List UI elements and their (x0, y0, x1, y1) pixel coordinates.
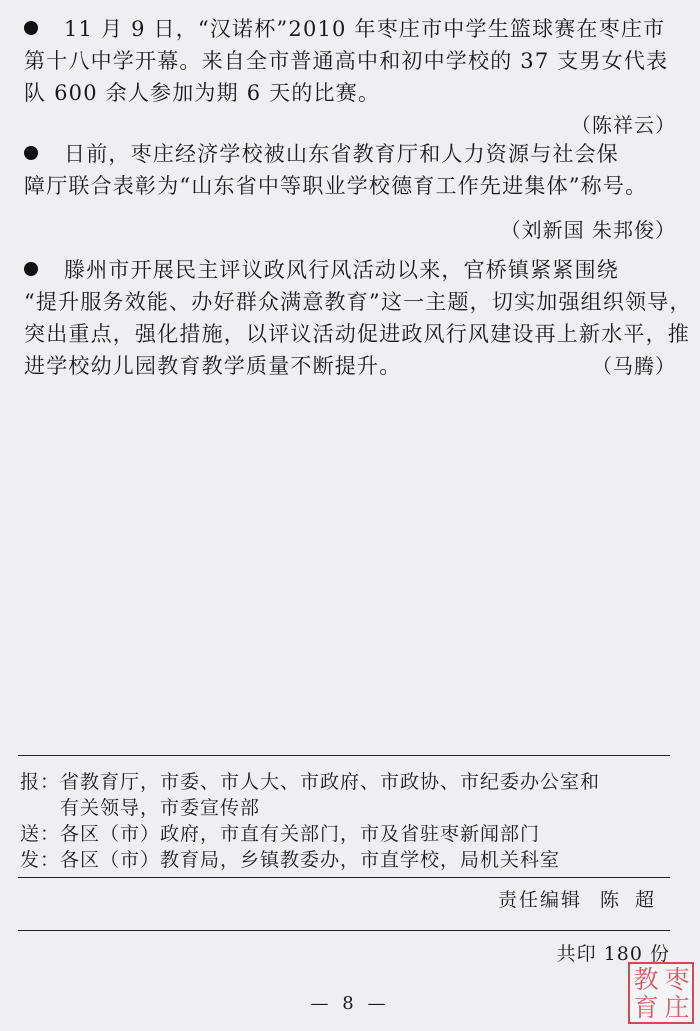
editor-name: 陈超 (599, 889, 670, 911)
bullet-icon (24, 146, 38, 160)
distribution-song: 送：各区（市）政府，市直有关部门，市及省驻枣新闻部门 (20, 823, 541, 845)
news-author: （陈祥云） (571, 113, 676, 137)
page-number: — 8 — (310, 993, 390, 1014)
news-line: 队 600 余人参加为期 6 天的比赛。 (24, 81, 381, 105)
stamp-char: 庄 (664, 993, 690, 1022)
news-line: 第十八中学开幕。来自全市普通高中和初中学校的 37 支男女代表 (24, 49, 669, 73)
middle-divider (18, 877, 670, 878)
stamp-char: 教 (633, 965, 659, 994)
news-line: 障厅联合表彰为“山东省中等职业学校德育工作先进集体”称号。 (24, 174, 648, 198)
editor-label: 责任编辑 (497, 889, 582, 911)
news-line: 突出重点，强化措施，以评议活动促进政风行风建设再上新水平，推 (24, 322, 690, 346)
distribution-bao-continued: 有关领导，市委宣传部 (60, 797, 261, 819)
distribution-bao: 报：省教育厅，市委、市人大、市政府、市政协、市纪委办公室和 (20, 771, 601, 793)
bottom-divider (18, 930, 670, 931)
bullet-icon (24, 262, 38, 276)
print-copies: 共印 180 份 (556, 943, 670, 965)
news-author: （刘新国 朱邦俊） (500, 218, 676, 242)
news-line: 滕州市开展民主评议政风行风活动以来，官桥镇紧紧围绕 (24, 255, 619, 285)
seal-stamp (628, 962, 694, 1024)
news-author: （马腾） (592, 354, 676, 378)
responsible-editor (498, 886, 670, 914)
top-divider (18, 755, 670, 756)
distribution-fa: 发：各区（市）教育局，乡镇教委办，市直学校，局机关科室 (20, 849, 561, 871)
stamp-char: 育 (633, 993, 659, 1022)
news-line: 11 月 9 日，“汉诺杯”2010 年枣庄市中学生篮球赛在枣庄市 (24, 14, 665, 44)
news-line: “提升服务效能、办好群众满意教育”这一主题，切实加强组织领导， (24, 290, 692, 314)
news-line: 日前，枣庄经济学校被山东省教育厅和人力资源与社会保 (24, 139, 619, 169)
news-line: 进学校幼儿园教育教学质量不断提升。 (24, 354, 402, 378)
bullet-icon (24, 21, 38, 35)
stamp-char: 枣 (664, 965, 690, 994)
